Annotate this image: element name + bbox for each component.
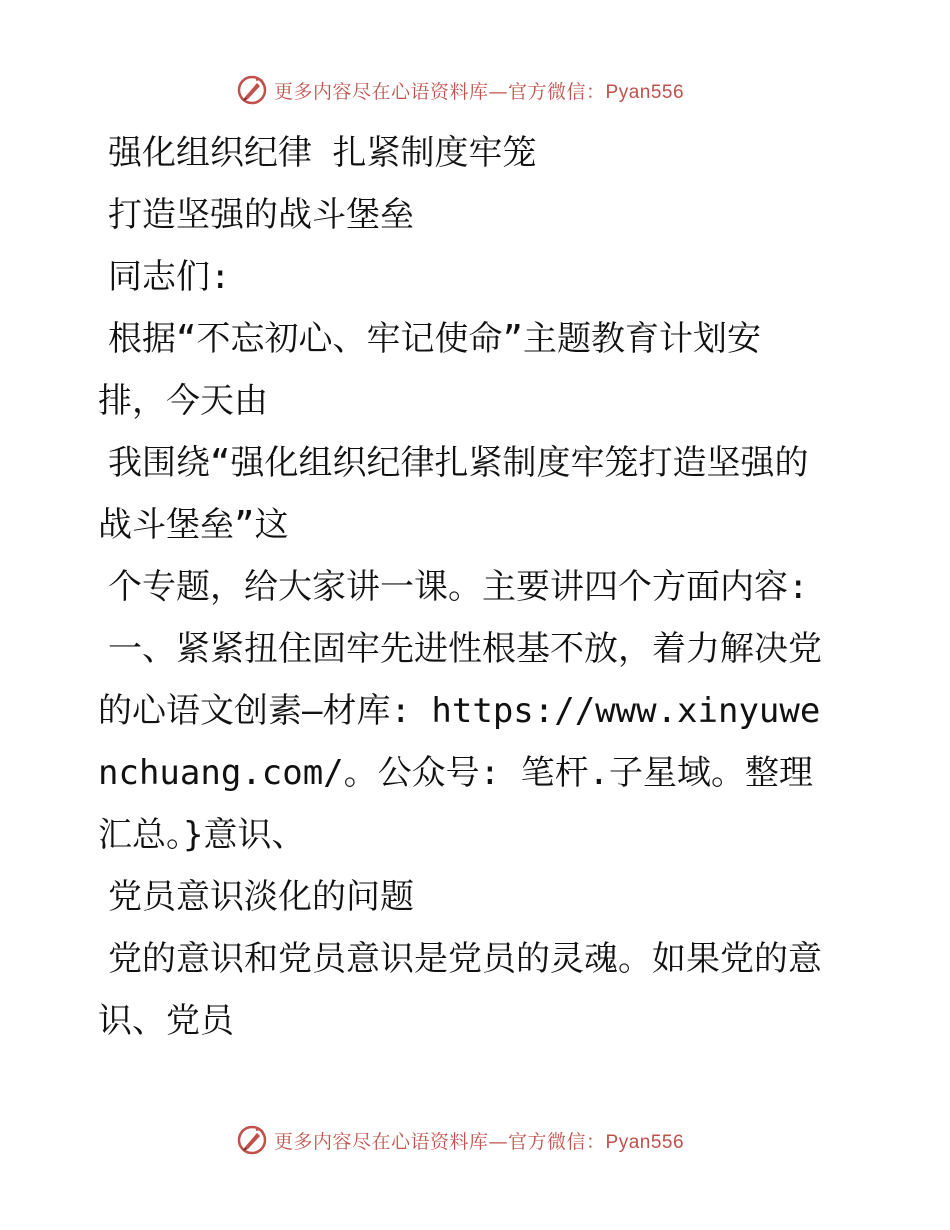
paragraph: 个专题，给大家讲一课。主要讲四个方面内容: — [108, 567, 809, 607]
paragraph: 我围绕“强化组织纪律扎紧制度牢笼打造坚强的 战斗堡垒”这 — [98, 443, 809, 545]
header-watermark — [236, 72, 684, 108]
document-title: 强化组织纪律 扎紧制度牢笼 — [108, 133, 537, 173]
document-subtitle: 打造坚强的战斗堡垒 — [108, 195, 414, 235]
salutation: 同志们: — [108, 257, 231, 297]
watermark-text: 更多内容尽在心语资料库—官方微信： — [274, 80, 606, 103]
watermark-text: 更多内容尽在心语资料库—官方微信： — [274, 1130, 606, 1153]
paragraph: 根据“不忘初心、牢记使命”主题教育计划安 排，今天由 — [98, 319, 761, 421]
footer-watermark — [236, 1122, 684, 1158]
pen-logo-icon — [236, 1124, 268, 1156]
paragraph: 党的意识和党员意识是党员的灵魂。如果党的意 识、党员 — [98, 939, 822, 1041]
document-body — [98, 122, 838, 1052]
pen-logo-icon — [236, 74, 268, 106]
watermark-wechat-id: Pyan556 — [605, 81, 685, 103]
section-heading: 一、紧紧扭住固牢先进性根基不放，着力解决党 的心语文创素—材库: https://www.xinyuwenchuang.com/。公众号: 笔杆.子星域。整理汇总。}意识、 — [98, 629, 822, 855]
watermark-wechat-id: Pyan556 — [605, 1131, 685, 1153]
section-heading-cont: 党员意识淡化的问题 — [108, 877, 414, 917]
